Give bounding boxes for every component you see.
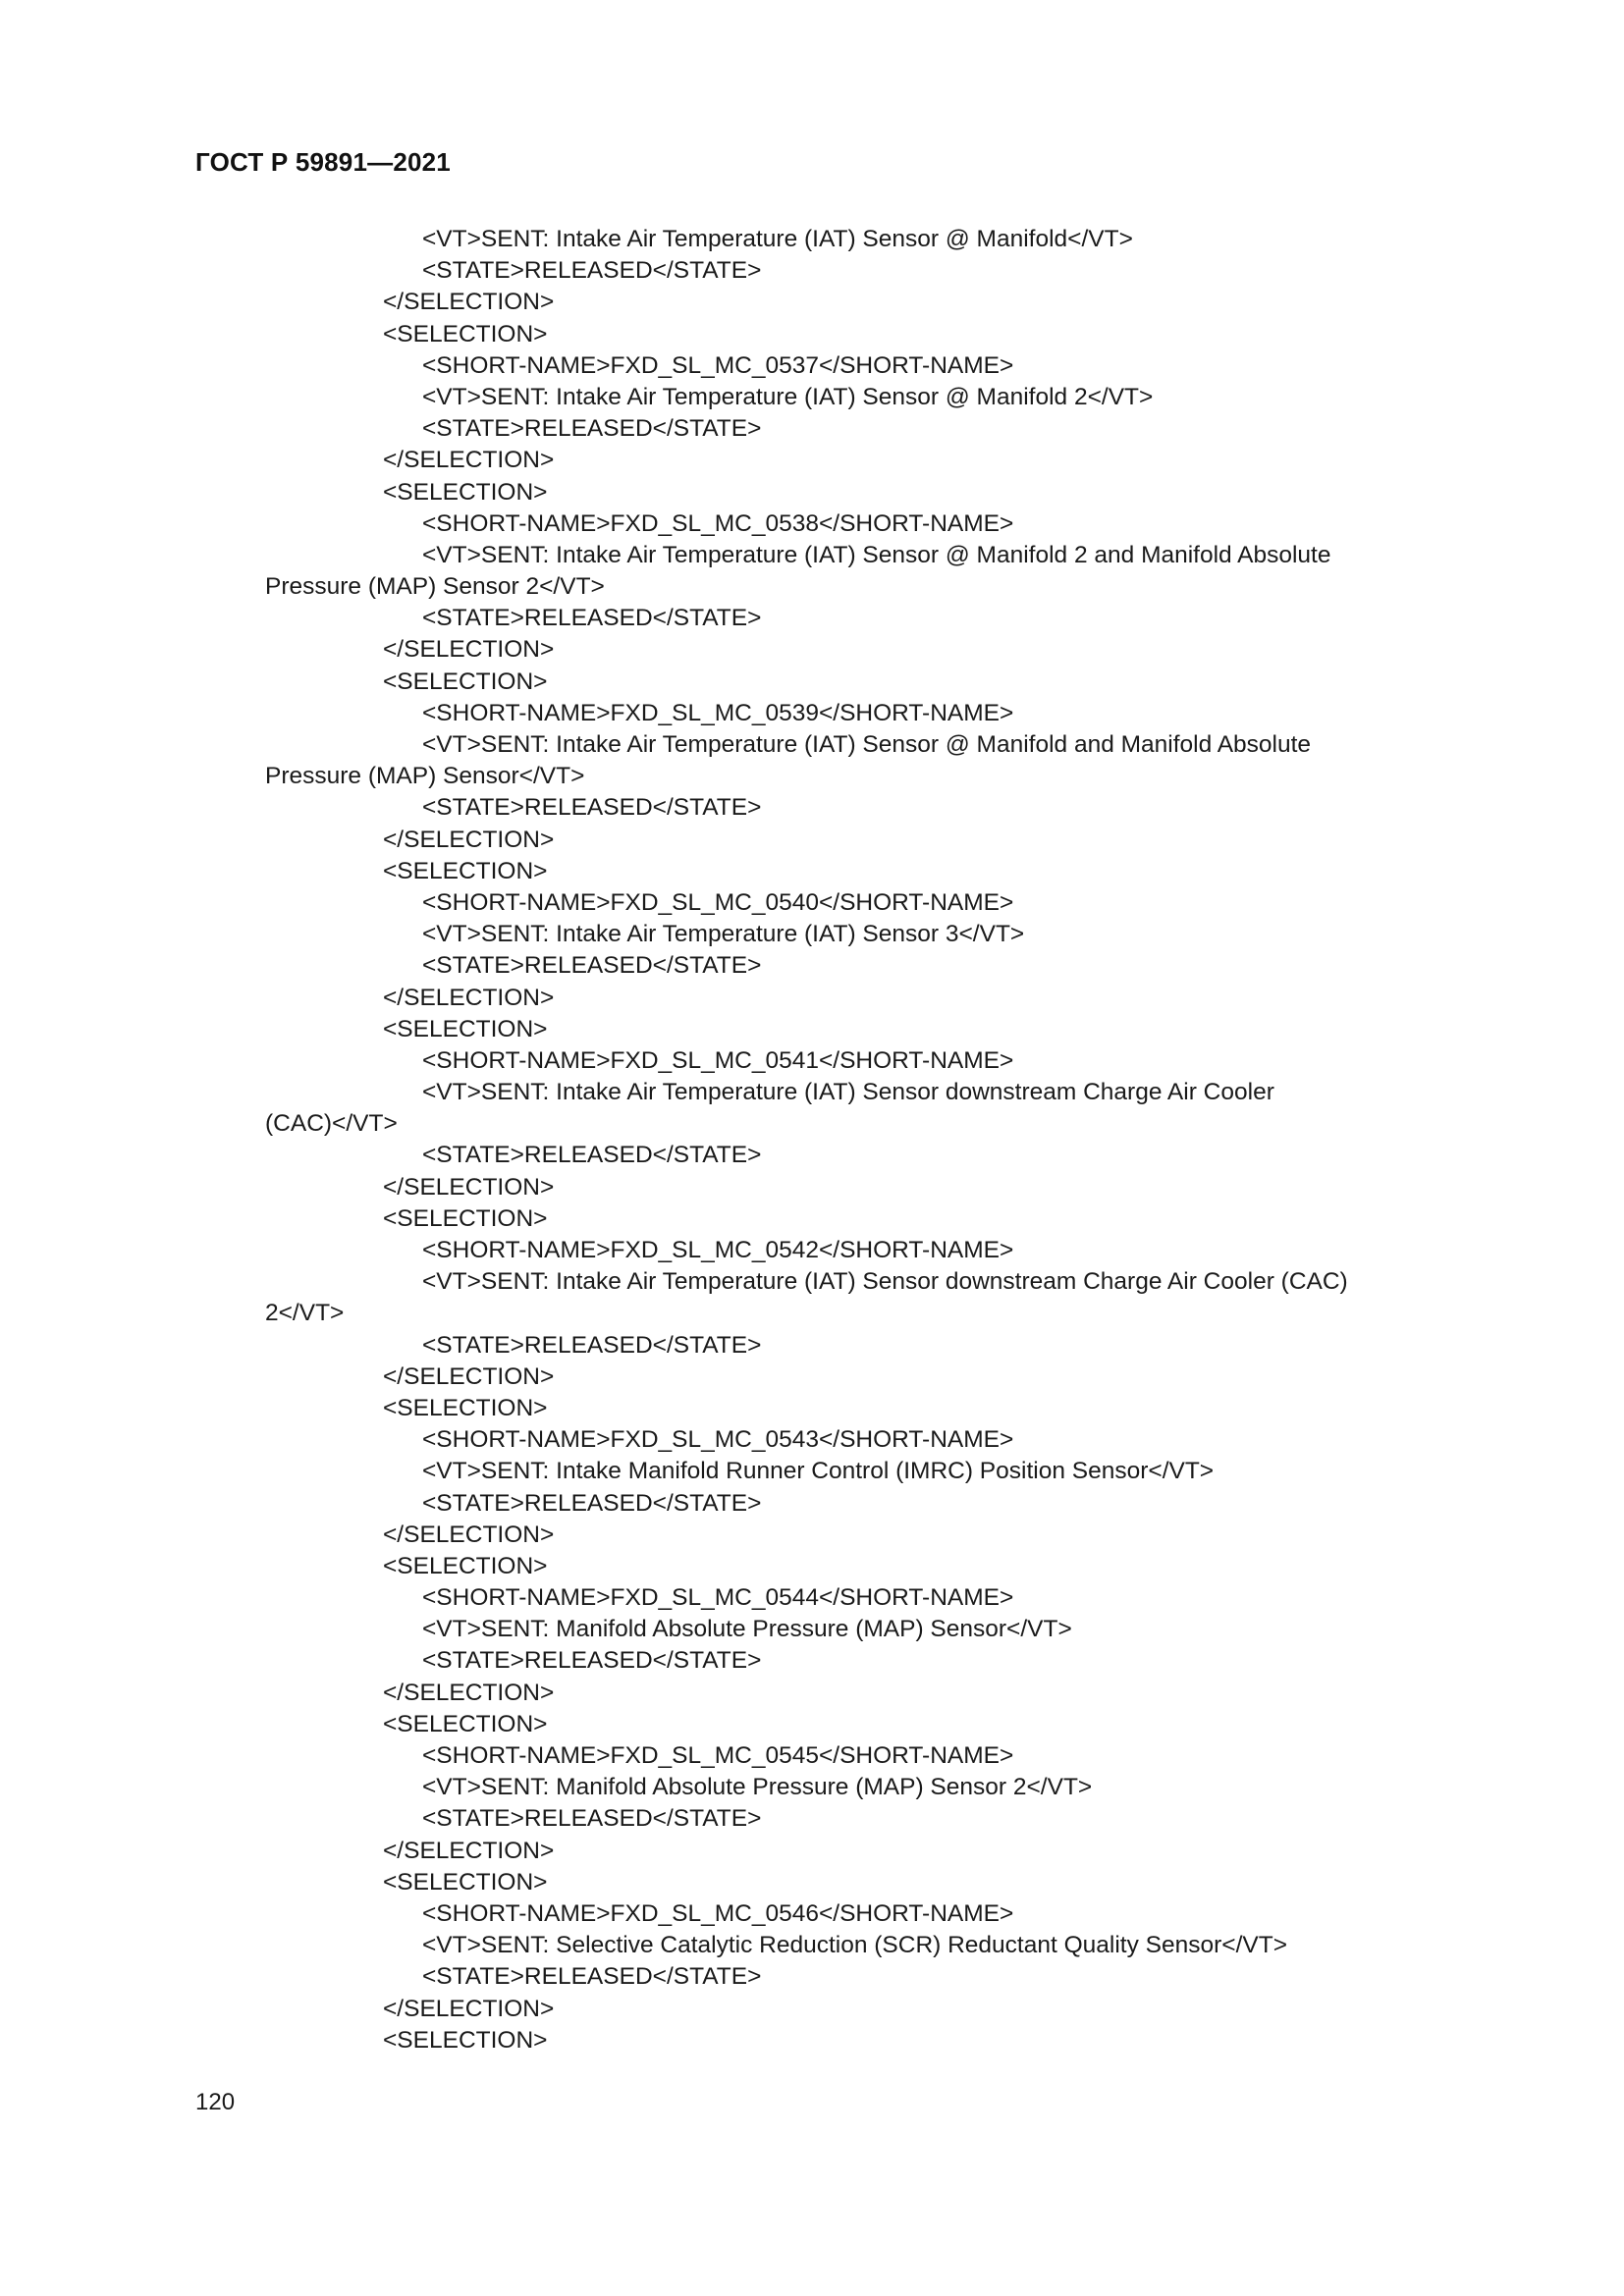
code-line: <VT>SENT: Intake Manifold Runner Control (IMRC) Position Sensor</VT>: [422, 1458, 1215, 1485]
code-line: </SELECTION>: [383, 1362, 555, 1390]
code-line: <STATE>RELEASED</STATE>: [422, 1489, 762, 1517]
code-line: <SELECTION>: [383, 1868, 548, 1896]
code-line: <SHORT-NAME>FXD_SL_MC_0540</SHORT-NAME>: [422, 888, 1014, 916]
code-line: <VT>SENT: Manifold Absolute Pressure (MAP) Sensor 2</VT>: [422, 1774, 1093, 1801]
code-line: <SELECTION>: [383, 1710, 548, 1737]
code-line: <SELECTION>: [383, 478, 548, 506]
code-line: <STATE>RELEASED</STATE>: [422, 1647, 762, 1675]
code-line: </SELECTION>: [383, 1995, 555, 2022]
code-line: <SHORT-NAME>FXD_SL_MC_0545</SHORT-NAME>: [422, 1742, 1014, 1769]
code-line: <SHORT-NAME>FXD_SL_MC_0544</SHORT-NAME>: [422, 1584, 1014, 1612]
code-line: <STATE>RELEASED</STATE>: [422, 415, 762, 443]
code-line: </SELECTION>: [383, 447, 555, 474]
code-line: <SHORT-NAME>FXD_SL_MC_0543</SHORT-NAME>: [422, 1426, 1014, 1454]
code-line: <SHORT-NAME>FXD_SL_MC_0539</SHORT-NAME>: [422, 699, 1014, 726]
code-line: <VT>SENT: Intake Air Temperature (IAT) Sensor @ Manifold 2</VT>: [422, 383, 1154, 410]
code-line: </SELECTION>: [383, 1173, 555, 1201]
code-line: </SELECTION>: [383, 1679, 555, 1706]
code-line: <SHORT-NAME>FXD_SL_MC_0538</SHORT-NAME>: [422, 509, 1014, 537]
code-line: <STATE>RELEASED</STATE>: [422, 257, 762, 285]
code-line: 2</VT>: [265, 1300, 345, 1327]
code-line: <SELECTION>: [383, 667, 548, 695]
code-line: <SELECTION>: [383, 857, 548, 884]
code-line: <VT>SENT: Intake Air Temperature (IAT) Sensor @ Manifold 2 and Manifold Absolute: [422, 541, 1331, 568]
code-line: </SELECTION>: [383, 1521, 555, 1548]
code-line: <STATE>RELEASED</STATE>: [422, 952, 762, 980]
code-line: <SELECTION>: [383, 320, 548, 347]
code-line: <VT>SENT: Manifold Absolute Pressure (MAP) Sensor</VT>: [422, 1616, 1072, 1643]
code-line: <SHORT-NAME>FXD_SL_MC_0541</SHORT-NAME>: [422, 1046, 1014, 1074]
code-line: <STATE>RELEASED</STATE>: [422, 1331, 762, 1359]
code-line: <SHORT-NAME>FXD_SL_MC_0542</SHORT-NAME>: [422, 1237, 1014, 1263]
code-line: </SELECTION>: [383, 984, 555, 1011]
xml-code-listing: [0, 224, 1624, 2056]
code-line: (CAC)</VT>: [265, 1110, 398, 1138]
code-line: <SELECTION>: [383, 1015, 548, 1042]
code-line: <SHORT-NAME>FXD_SL_MC_0537</SHORT-NAME>: [422, 351, 1014, 379]
code-line: <SELECTION>: [383, 1394, 548, 1421]
code-line: Pressure (MAP) Sensor</VT>: [265, 763, 585, 790]
code-line: <SHORT-NAME>FXD_SL_MC_0546</SHORT-NAME>: [422, 1899, 1014, 1927]
code-line: <STATE>RELEASED</STATE>: [422, 794, 762, 822]
code-line: <VT>SENT: Intake Air Temperature (IAT) Sensor @ Manifold and Manifold Absolute: [422, 731, 1312, 758]
code-line: <VT>SENT: Intake Air Temperature (IAT) Sensor @ Manifold</VT>: [422, 226, 1133, 252]
code-line: Pressure (MAP) Sensor 2</VT>: [265, 573, 605, 601]
code-line: <VT>SENT: Intake Air Temperature (IAT) Sensor downstream Charge Air Cooler (CAC): [422, 1268, 1348, 1296]
code-line: </SELECTION>: [383, 289, 555, 316]
page-number: 120: [195, 2089, 236, 2115]
code-line: <STATE>RELEASED</STATE>: [422, 1805, 762, 1833]
standard-header: ГОСТ Р 59891—2021: [195, 147, 451, 177]
code-line: <VT>SENT: Intake Air Temperature (IAT) Sensor 3</VT>: [422, 921, 1025, 948]
code-line: <SELECTION>: [383, 1204, 548, 1232]
code-line: <VT>SENT: Selective Catalytic Reduction (SCR) Reductant Quality Sensor</VT>: [422, 1932, 1288, 1959]
code-line: <STATE>RELEASED</STATE>: [422, 605, 762, 632]
code-line: <VT>SENT: Intake Air Temperature (IAT) Sensor downstream Charge Air Cooler: [422, 1079, 1274, 1106]
code-line: <SELECTION>: [383, 2026, 548, 2054]
code-line: </SELECTION>: [383, 1837, 555, 1864]
code-line: <SELECTION>: [383, 1552, 548, 1579]
code-line: </SELECTION>: [383, 826, 555, 853]
code-line: <STATE>RELEASED</STATE>: [422, 1142, 762, 1169]
code-line: <STATE>RELEASED</STATE>: [422, 1963, 762, 1991]
code-line: </SELECTION>: [383, 636, 555, 664]
